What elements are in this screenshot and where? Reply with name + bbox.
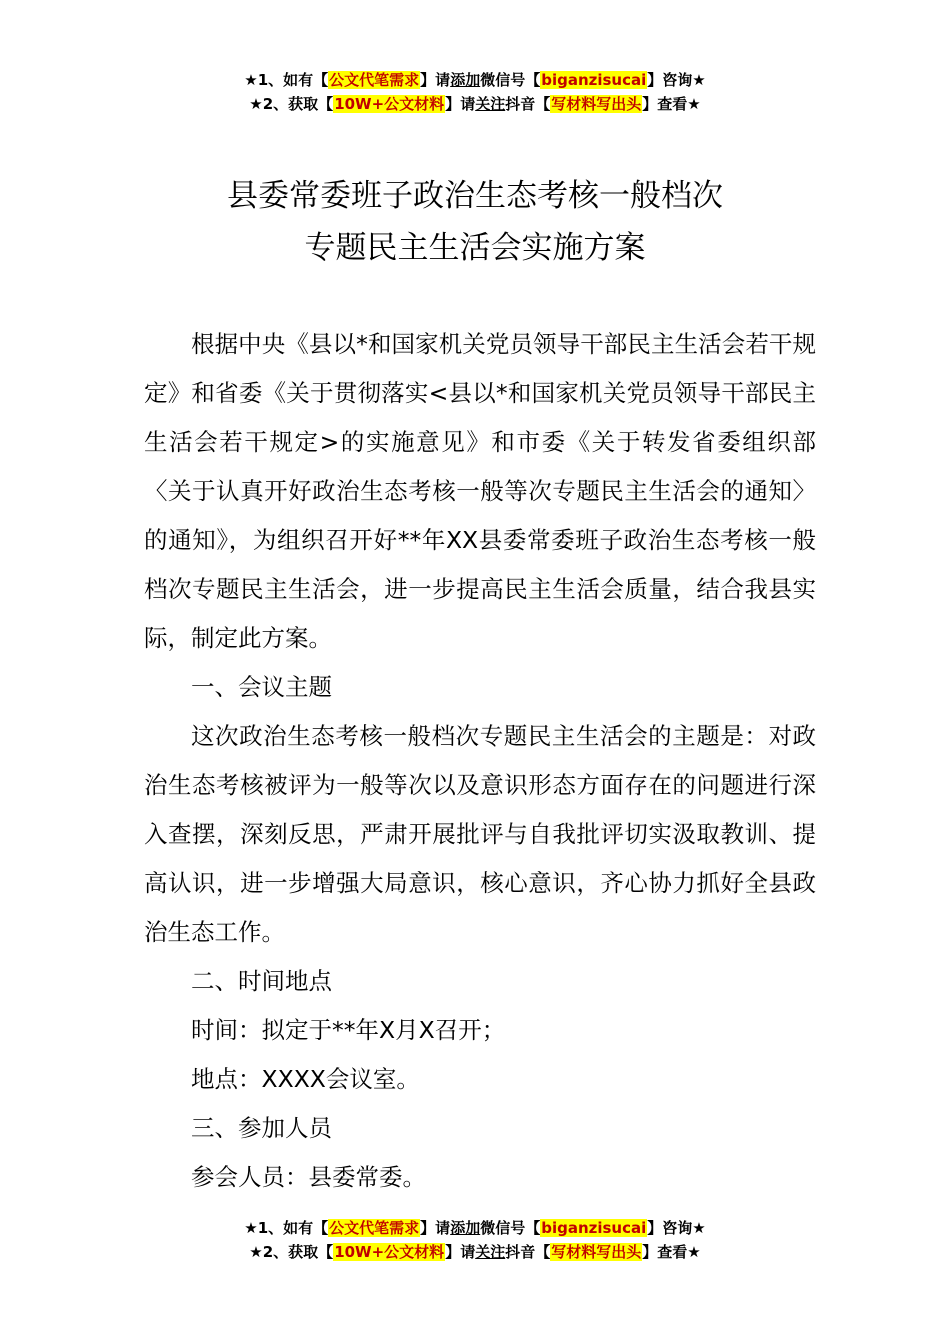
banner-text: ★1、如有【 bbox=[244, 71, 329, 89]
document-title bbox=[0, 170, 950, 274]
place-line: 地点：XXXX会议室。 bbox=[191, 1065, 420, 1093]
bottom-banner bbox=[0, 1216, 950, 1264]
banner-text: ★1、如有【 bbox=[244, 1219, 329, 1237]
banner-highlight: biganzisucai bbox=[541, 71, 647, 89]
banner-text: ★2、获取【 bbox=[249, 1243, 334, 1261]
top-banner bbox=[0, 68, 950, 116]
banner-line-2 bbox=[0, 92, 950, 116]
banner-highlight: 公文代笔需求 bbox=[329, 71, 420, 89]
section-heading-3: 三、参加人员 bbox=[191, 1114, 332, 1142]
banner-underline: 关注 bbox=[475, 1243, 506, 1261]
banner-underline: 关注 bbox=[475, 95, 506, 113]
banner-line-2 bbox=[0, 1240, 950, 1264]
banner-text: 】请 bbox=[445, 95, 476, 113]
attendees-line: 参会人员：县委常委。 bbox=[191, 1163, 426, 1191]
title-line-2: 专题民主生活会实施方案 bbox=[304, 230, 646, 266]
banner-highlight: 写材料写出头 bbox=[551, 95, 642, 113]
banner-text: 】请 bbox=[420, 71, 451, 89]
banner-text: ★2、获取【 bbox=[249, 95, 334, 113]
document-body bbox=[144, 320, 816, 1202]
banner-line-1 bbox=[0, 68, 950, 92]
banner-text: 抖音【 bbox=[505, 1243, 551, 1261]
section-1-paragraph: 这次政治生态考核一般档次专题民主生活会的主题是：对政治生态考核被评为一般等次以及意识形态方面存在的问题进行深入查摆，深刻反思，严肃开展批评与自我批评切实汲取教训、提高认识，进一步增强大局意识，核心意识，齐心协力抓好全县政治生态工作。 bbox=[144, 722, 816, 946]
banner-highlight: 10W+公文材料 bbox=[334, 1243, 445, 1261]
section-heading-1: 一、会议主题 bbox=[191, 673, 332, 701]
banner-text: 抖音【 bbox=[505, 95, 551, 113]
banner-line-1 bbox=[0, 1216, 950, 1240]
time-line: 时间：拟定于**年X月X召开； bbox=[191, 1016, 506, 1044]
banner-underline: 添加 bbox=[450, 71, 481, 89]
banner-highlight: 写材料写出头 bbox=[551, 1243, 642, 1261]
banner-text: 】请 bbox=[445, 1243, 476, 1261]
section-heading-2: 二、时间地点 bbox=[191, 967, 332, 995]
banner-text: 微信号【 bbox=[480, 71, 541, 89]
banner-text: 】咨询★ bbox=[647, 71, 706, 89]
banner-text: 】查看★ bbox=[642, 1243, 701, 1261]
banner-highlight: biganzisucai bbox=[541, 1219, 647, 1237]
banner-text: 】咨询★ bbox=[647, 1219, 706, 1237]
banner-highlight: 10W+公文材料 bbox=[334, 95, 445, 113]
banner-text: 微信号【 bbox=[480, 1219, 541, 1237]
banner-text: 】请 bbox=[420, 1219, 451, 1237]
banner-text: 】查看★ bbox=[642, 95, 701, 113]
title-line-1: 县委常委班子政治生态考核一般档次 bbox=[227, 178, 723, 214]
intro-paragraph: 根据中央《县以*和国家机关党员领导干部民主生活会若干规定》和省委《关于贯彻落实<县以*和国家机关党员领导干部民主生活会若干规定>的实施意见》和市委《关于转发省委组织部〈关于认真开好政治生态考核一般等次专题民主生活会的通知〉的通知》，为组织召开好**年XX县委常委班子政治生态考核一般档次专题民主生活会，进一步提高民主生活会质量，结合我县实际，制定此方案。 bbox=[144, 330, 816, 652]
banner-underline: 添加 bbox=[450, 1219, 481, 1237]
banner-highlight: 公文代笔需求 bbox=[329, 1219, 420, 1237]
